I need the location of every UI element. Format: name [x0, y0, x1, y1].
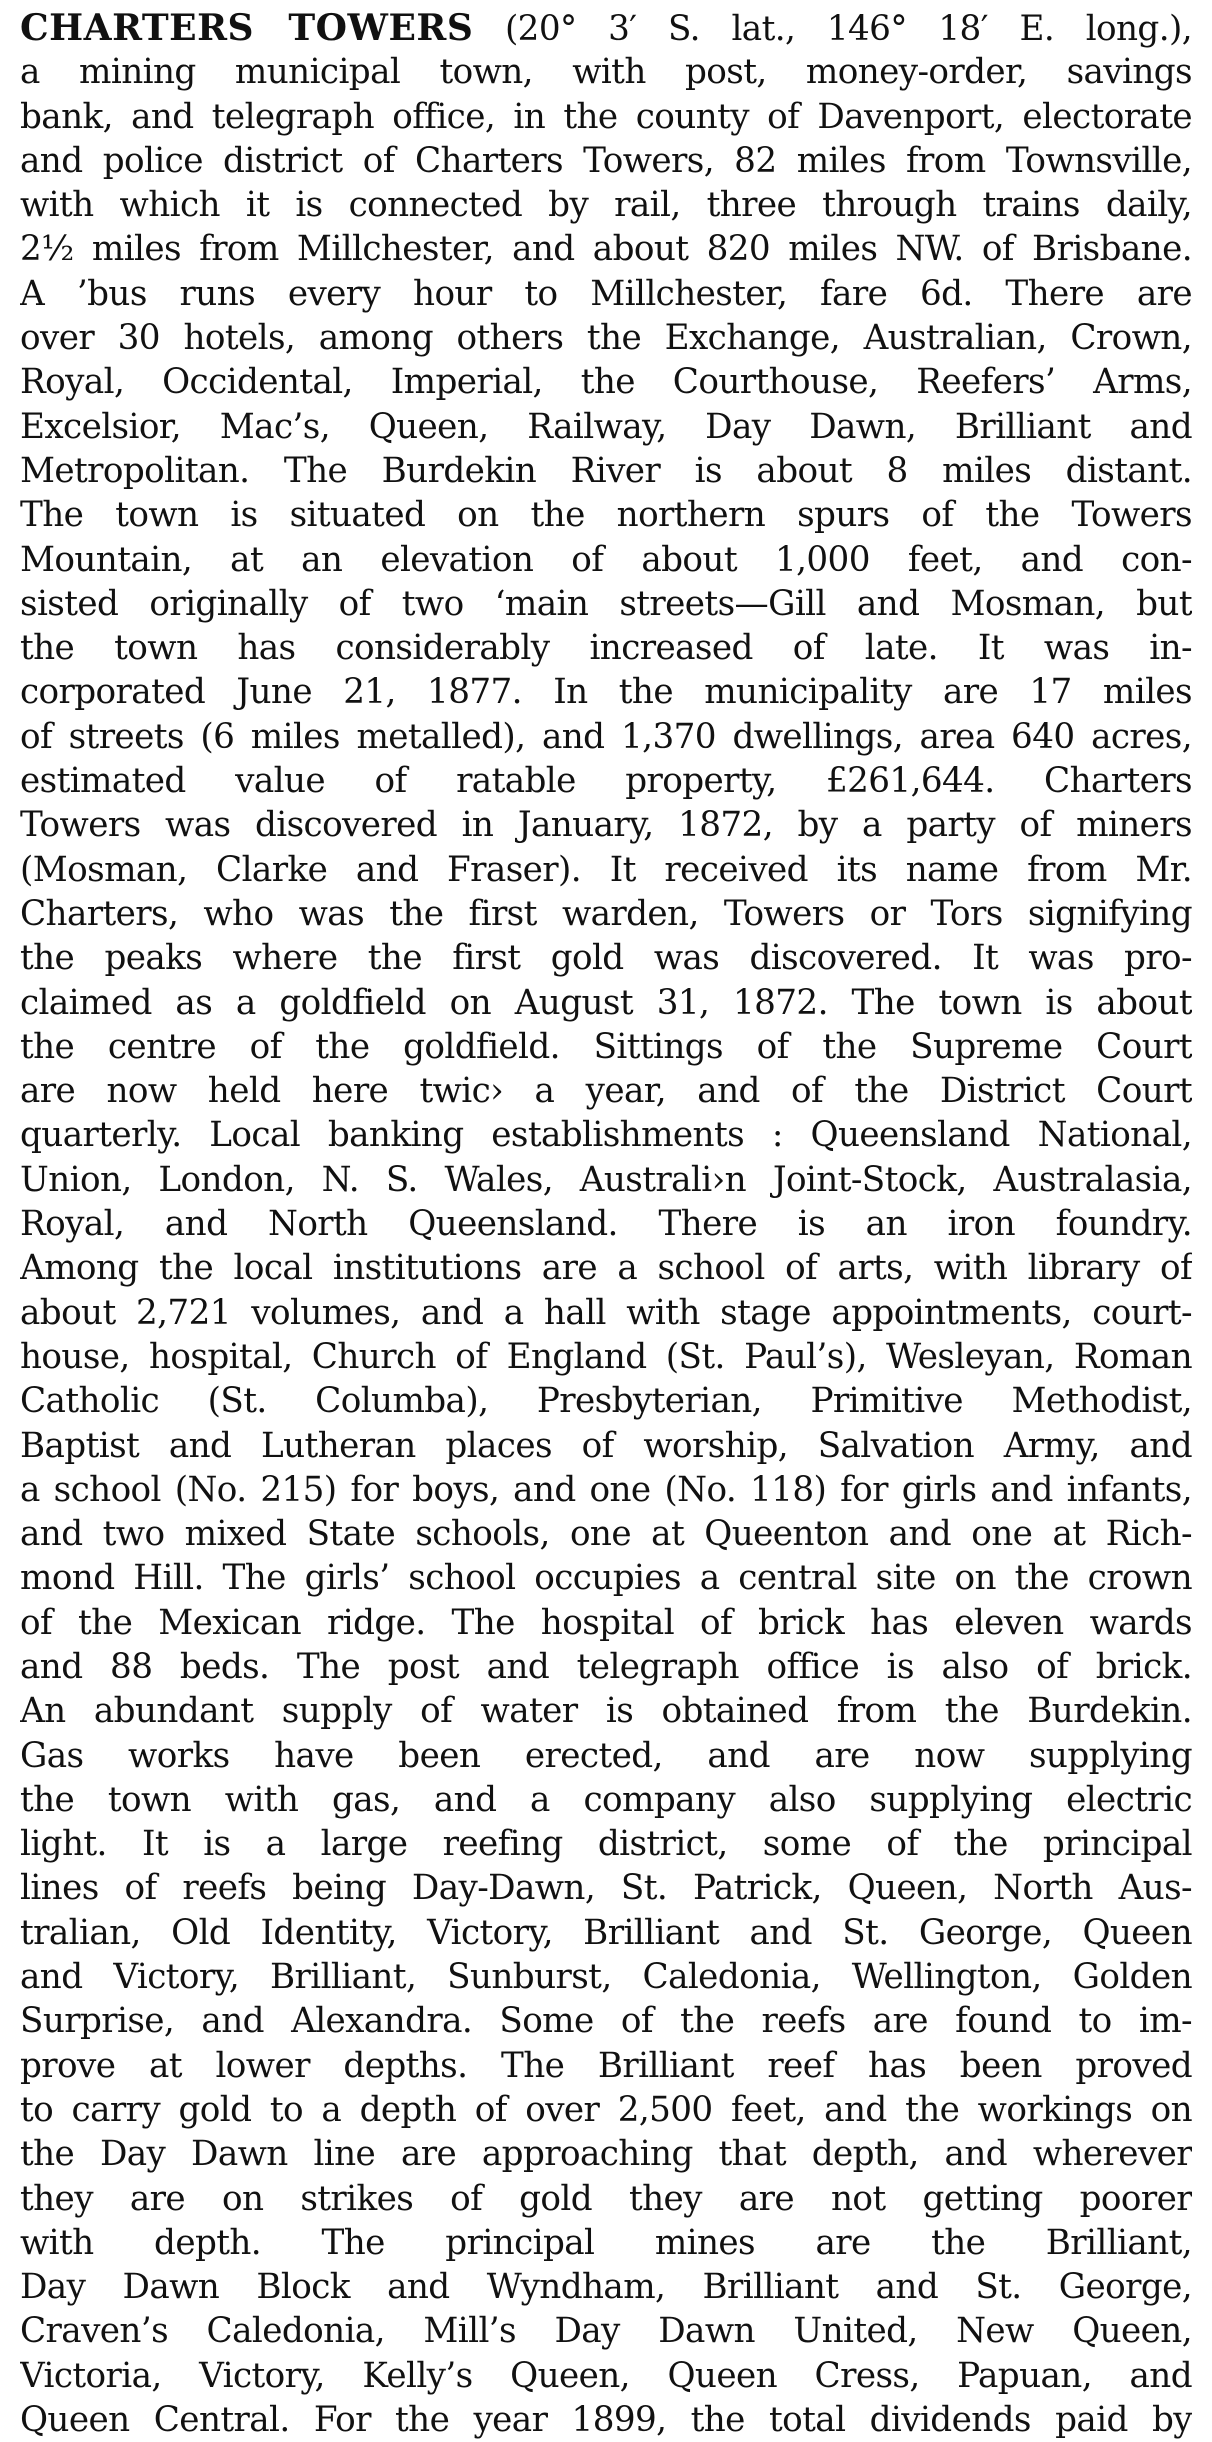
- article-line: of streets (6 miles metalled), and 1,370 dwellings, area 640 acres,: [20, 716, 1192, 757]
- article-line: they are on strikes of gold they are not getting poorer: [20, 2178, 1192, 2219]
- article-line: the Day Dawn line are approaching that depth, and wherever: [20, 2134, 1192, 2175]
- article-line: a mining municipal town, with post, money-order, savings: [20, 52, 1192, 93]
- article-line: a school (No. 215) for boys, and one (No. 118) for girls and infants,: [20, 1469, 1192, 1510]
- article-line: tralian, Old Identity, Victory, Brilliant and St. George, Queen: [20, 1912, 1192, 1953]
- article-line: quarterly. Local banking establishments : Queensland National,: [20, 1115, 1192, 1156]
- article-line: The town is situated on the northern spurs of the Towers: [20, 495, 1192, 536]
- article-line: Royal, Occidental, Imperial, the Courthouse, Reefers’ Arms,: [20, 362, 1192, 403]
- article-line: 2½ miles from Millchester, and about 820 miles NW. of Brisbane.: [20, 229, 1192, 270]
- article-line: of the Mexican ridge. The hospital of brick has eleven wards: [20, 1602, 1192, 1643]
- article-line: to carry gold to a depth of over 2,500 feet, and the workings on: [20, 2089, 1192, 2130]
- article-line: with which it is connected by rail, three through trains daily,: [20, 185, 1192, 226]
- article-line: A ’bus runs every hour to Millchester, fare 6d. There are: [20, 273, 1192, 314]
- article-coordinates: (20° 3′ S. lat., 146° 18′ E. long.),: [473, 9, 1192, 49]
- article-line: Mountain, at an elevation of about 1,000 feet, and con-: [20, 539, 1192, 580]
- article-line: house, hospital, Church of England (St. Paul’s), Wesleyan, Roman: [20, 1336, 1192, 1377]
- article-line: Catholic (St. Columba), Presbyterian, Primitive Methodist,: [20, 1381, 1192, 1422]
- article-line: Baptist and Lutheran places of worship, Salvation Army, and: [20, 1425, 1192, 1466]
- gazetteer-article: [20, 6, 1192, 2442]
- article-line: mond Hill. The girls’ school occupies a central site on the crown: [20, 1558, 1192, 1599]
- article-headword: CHARTERS TOWERS: [20, 7, 474, 49]
- article-line: Gas works have been erected, and are now supplying: [20, 1735, 1192, 1776]
- article-line: estimated value of ratable property, £261,644. Charters: [20, 761, 1192, 802]
- article-line: Among the local institutions are a school of arts, with library of: [20, 1248, 1192, 1289]
- article-line: Queen Central. For the year 1899, the total dividends paid by: [20, 2400, 1192, 2441]
- article-line: bank, and telegraph office, in the county of Davenport, electorate: [20, 96, 1192, 137]
- article-line: and police district of Charters Towers, 82 miles from Townsville,: [20, 140, 1192, 181]
- article-line: prove at lower depths. The Brilliant reef has been proved: [20, 2045, 1192, 2086]
- article-line: Victoria, Victory, Kelly’s Queen, Queen Cress, Papuan, and: [20, 2355, 1192, 2396]
- article-line: about 2,721 volumes, and a hall with stage appointments, court-: [20, 1292, 1192, 1333]
- article-line: the centre of the goldfield. Sittings of the Supreme Court: [20, 1026, 1192, 1067]
- article-line: the peaks where the first gold was discovered. It was pro-: [20, 938, 1192, 979]
- article-line: Day Dawn Block and Wyndham, Brilliant and St. George,: [20, 2267, 1192, 2308]
- article-line: claimed as a goldfield on August 31, 1872. The town is about: [20, 982, 1192, 1023]
- article-line: Towers was discovered in January, 1872, by a party of miners: [20, 805, 1192, 846]
- article-line: Charters, who was the first warden, Towers or Tors signifying: [20, 893, 1192, 934]
- article-body: [20, 50, 1192, 2442]
- article-line: and 88 beds. The post and telegraph office is also of brick.: [20, 1646, 1192, 1687]
- article-line: lines of reefs being Day-Dawn, St. Patrick, Queen, North Aus-: [20, 1868, 1192, 1909]
- article-line: Excelsior, Mac’s, Queen, Railway, Day Dawn, Brilliant and: [20, 406, 1192, 447]
- article-line: Craven’s Caledonia, Mill’s Day Dawn United, New Queen,: [20, 2311, 1192, 2352]
- article-line: and two mixed State schools, one at Queenton and one at Rich-: [20, 1514, 1192, 1555]
- article-line: are now held here twic› a year, and of the District Court: [20, 1071, 1192, 1112]
- article-line: Royal, and North Queensland. There is an iron foundry.: [20, 1204, 1192, 1245]
- article-line: Union, London, N. S. Wales, Australi›n Joint-Stock, Australasia,: [20, 1159, 1192, 1200]
- article-line: the town has considerably increased of late. It was in-: [20, 628, 1192, 669]
- article-first-line: [20, 6, 1192, 50]
- article-line: Metropolitan. The Burdekin River is about 8 miles distant.: [20, 450, 1192, 491]
- article-line: corporated June 21, 1877. In the municipality are 17 miles: [20, 672, 1192, 713]
- article-line: and Victory, Brilliant, Sunburst, Caledonia, Wellington, Golden: [20, 1957, 1192, 1998]
- article-line: with depth. The principal mines are the Brilliant,: [20, 2222, 1192, 2263]
- article-line: the town with gas, and a company also supplying electric: [20, 1779, 1192, 1820]
- article-line: over 30 hotels, among others the Exchange, Australian, Crown,: [20, 318, 1192, 359]
- article-line: Surprise, and Alexandra. Some of the reefs are found to im-: [20, 2001, 1192, 2042]
- article-line: light. It is a large reefing district, some of the principal: [20, 1824, 1192, 1865]
- article-line: An abundant supply of water is obtained from the Burdekin.: [20, 1691, 1192, 1732]
- article-line: sisted originally of two ‘main streets—Gill and Mosman, but: [20, 583, 1192, 624]
- article-line: (Mosman, Clarke and Fraser). It received its name from Mr.: [20, 849, 1192, 890]
